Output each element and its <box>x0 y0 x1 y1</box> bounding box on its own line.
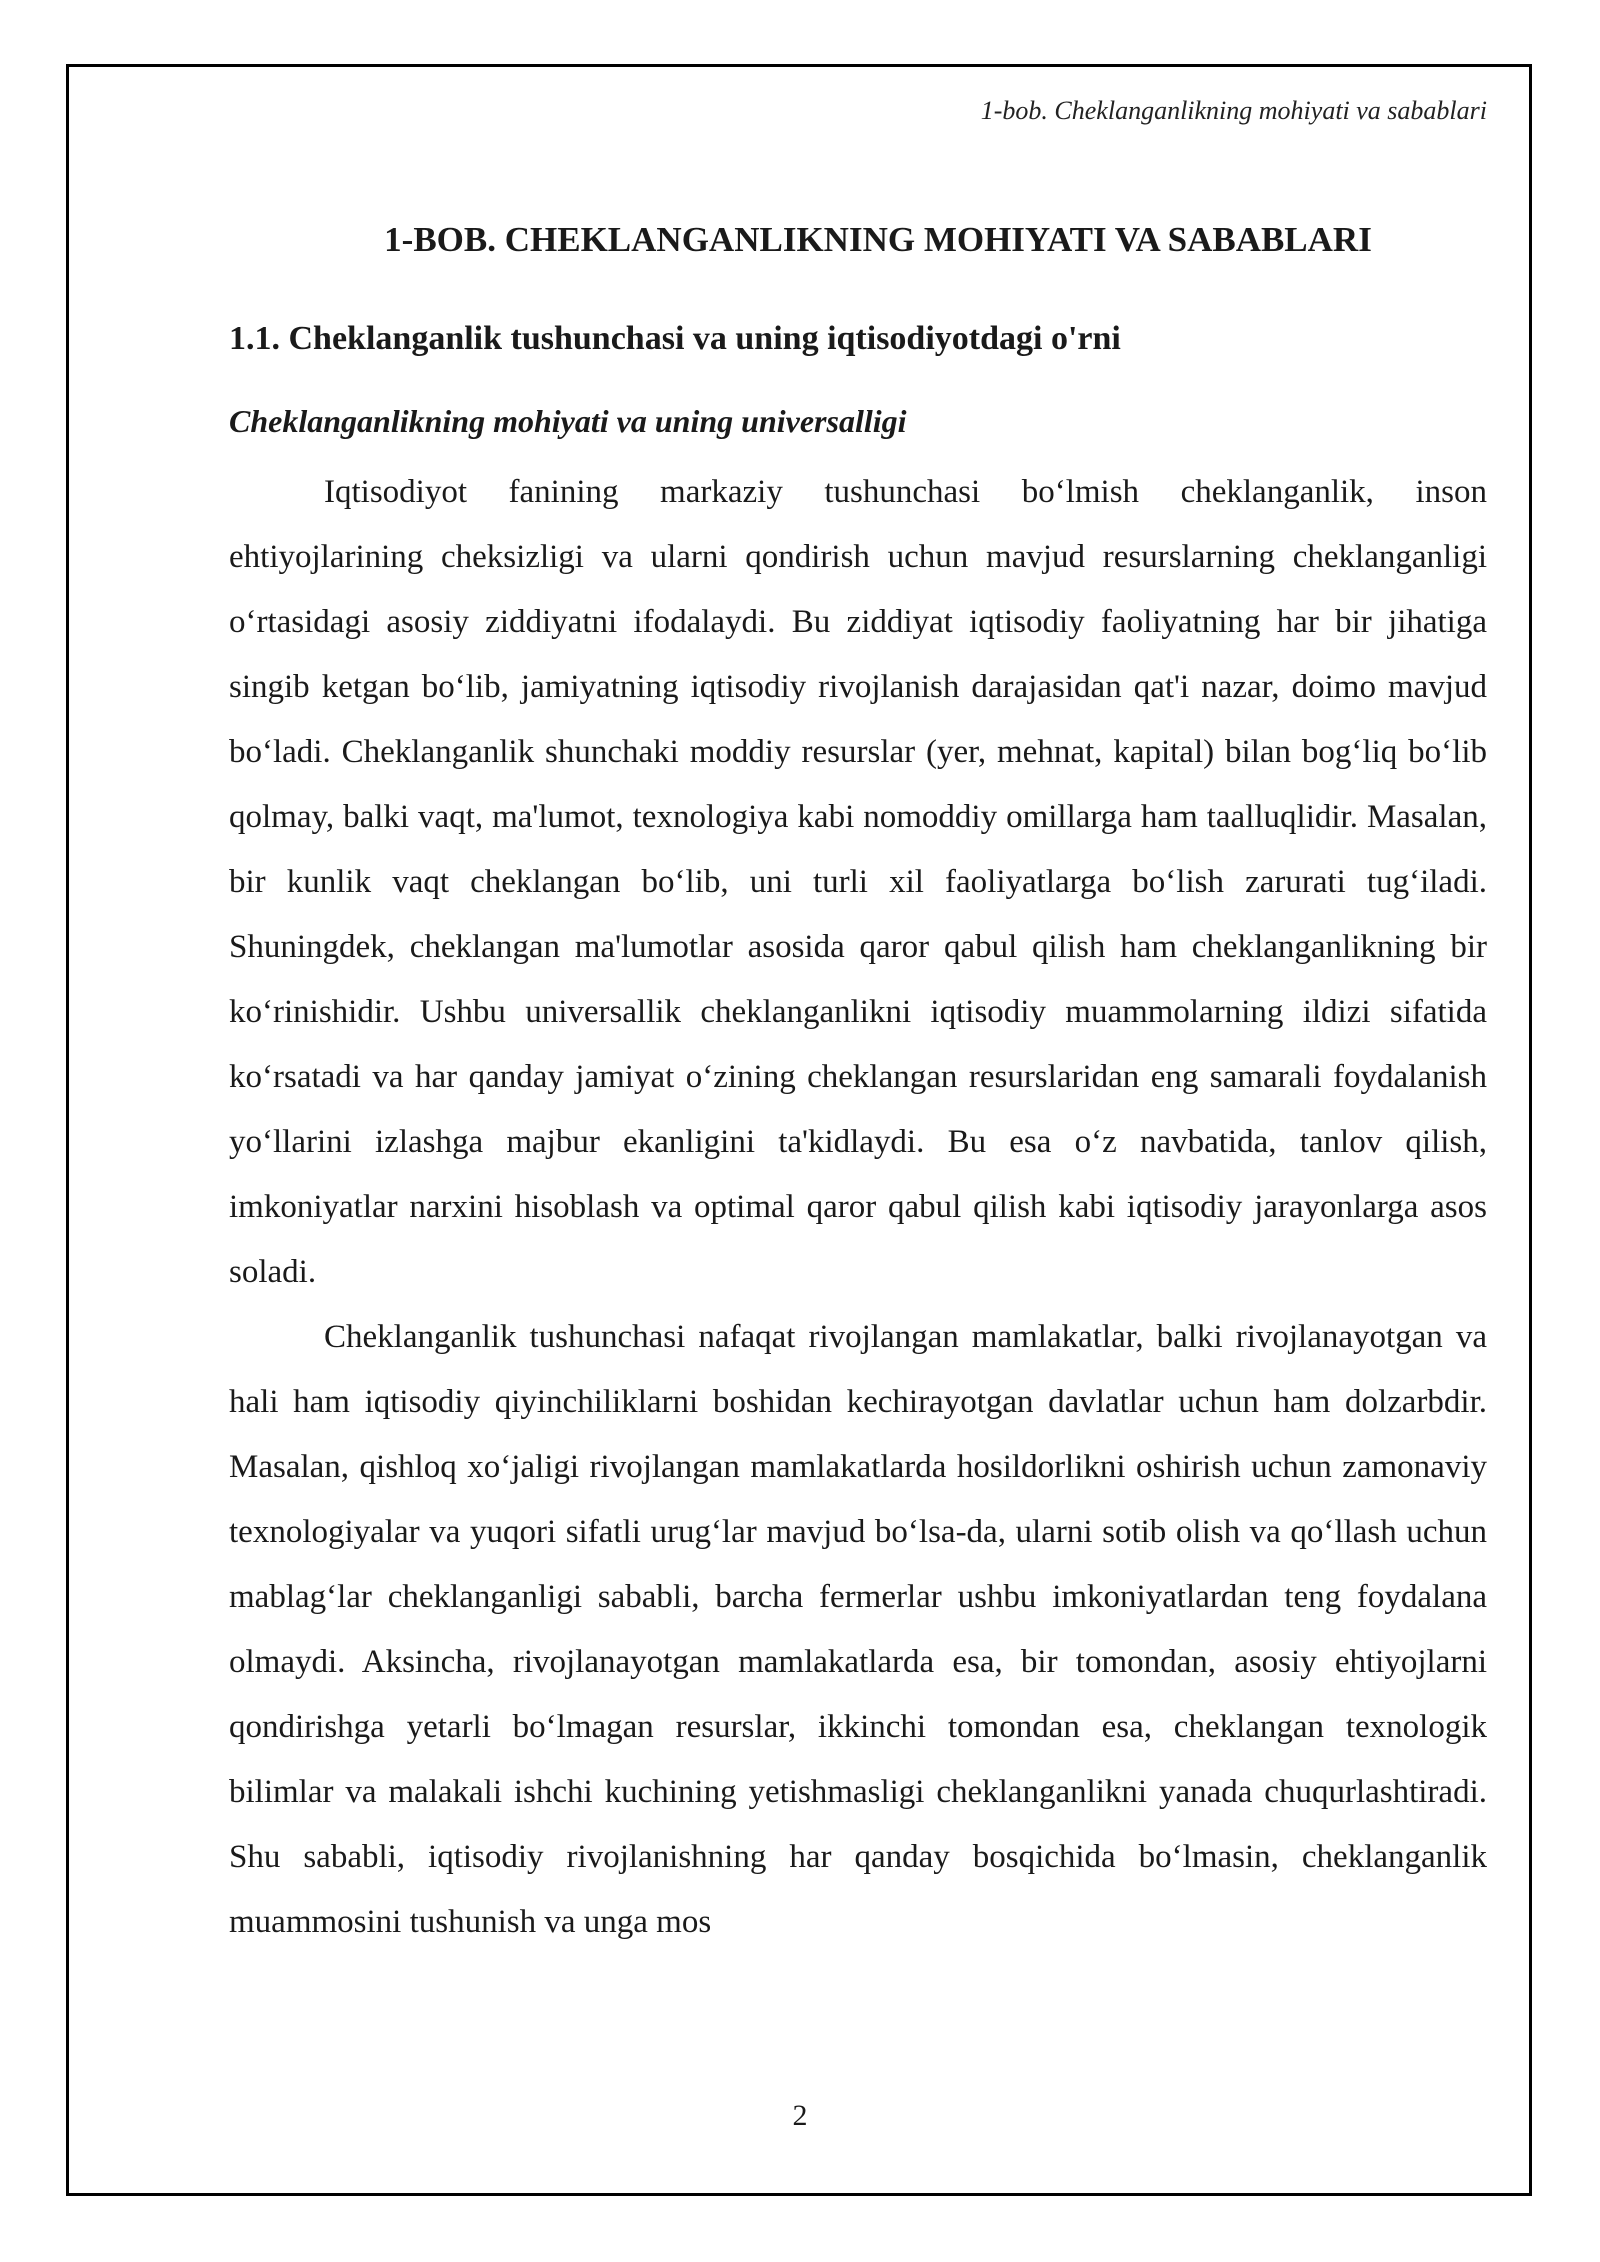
subsection-title: Cheklanganlikning mohiyati va uning universalligi <box>229 403 907 439</box>
running-header: 1-bob. Cheklanganlikning mohiyati va sabablari <box>980 96 1487 125</box>
body-paragraph-1: Iqtisodiyot fanining markaziy tushunchasi bo‘lmish cheklanganlik, inson ehtiyojlarining cheksizligi va ularni qondirish uchun mavjud resurslarning cheklanganligi o‘rtasidagi asosiy ziddiyatni ifodalaydi. Bu ziddiyat iqtisodiy faoliyatning har bir jihatiga singib ketgan bo‘lib, jamiyatning iqtisodiy rivojlanish darajasidan qat'i nazar, doimo mavjud bo‘ladi. Cheklanganlik shunchaki moddiy resurslar (yer, mehnat, kapital) bilan bog‘liq bo‘lib qolmay, balki vaqt, ma'lumot, texnologiya kabi nomoddiy omillarga ham taalluqlidir. Masalan, bir kunlik vaqt cheklangan bo‘lib, uni turli xil faoliyatlarga bo‘lish zarurati tug‘iladi. Shuningdek, cheklangan ma'lumotlar asosida qaror qabul qilish ham cheklanganlikning bir ko‘rinishidir. Ushbu universallik cheklanganlikni iqtisodiy muammolarning ildizi sifatida ko‘rsatadi va har qanday jamiyat o‘zining cheklangan resurslaridan eng samarali foydalanish yo‘llarini izlashga majbur ekanligini ta'kidlaydi. Bu esa o‘z navbatida, tanlov qilish, imkoniyatlar narxini hisoblash va optimal qaror qabul qilish kabi iqtisodiy jarayonlarga asos soladi. <box>229 474 1487 1290</box>
page-number: 2 <box>792 2099 808 2132</box>
body-paragraph-2: Cheklanganlik tushunchasi nafaqat rivojlangan mamlakatlar, balki rivojlanayotgan va hali ham iqtisodiy qiyinchiliklarni boshidan kechirayotgan davlatlar uchun ham dolzarbdir. Masalan, qishloq xo‘jaligi rivojlangan mamlakatlarda hosildorlikni oshirish uchun zamonaviy texnologiyalar va yuqori sifatli urug‘lar mavjud bo‘lsa-da, ularni sotib olish va qo‘llash uchun mablag‘lar cheklanganligi sababli, barcha fermerlar ushbu imkoniyatlardan teng foydalana olmaydi. Aksincha, rivojlanayotgan mamlakatlarda esa, bir tomondan, asosiy ehtiyojlarni qondirishga yetarli bo‘lmagan resurslar, ikkinchi tomondan esa, cheklangan texnologik bilimlar va malakali ishchi kuchining yetishmasligi cheklanganlikni yanada chuqurlashtiradi. Shu sababli, iqtisodiy rivojlanishning har qanday bosqichida bo‘lmasin, cheklanganlik muammosini tushunish va unga mos <box>229 1319 1487 1940</box>
page-content <box>229 216 1487 1955</box>
chapter-title: 1-BOB. CHEKLANGANLIKNING MOHIYATI VA SABABLARI <box>384 220 1372 259</box>
section-title: 1.1. Cheklanganlik tushunchasi va uning iqtisodiyotdagi o'rni <box>229 320 1121 357</box>
